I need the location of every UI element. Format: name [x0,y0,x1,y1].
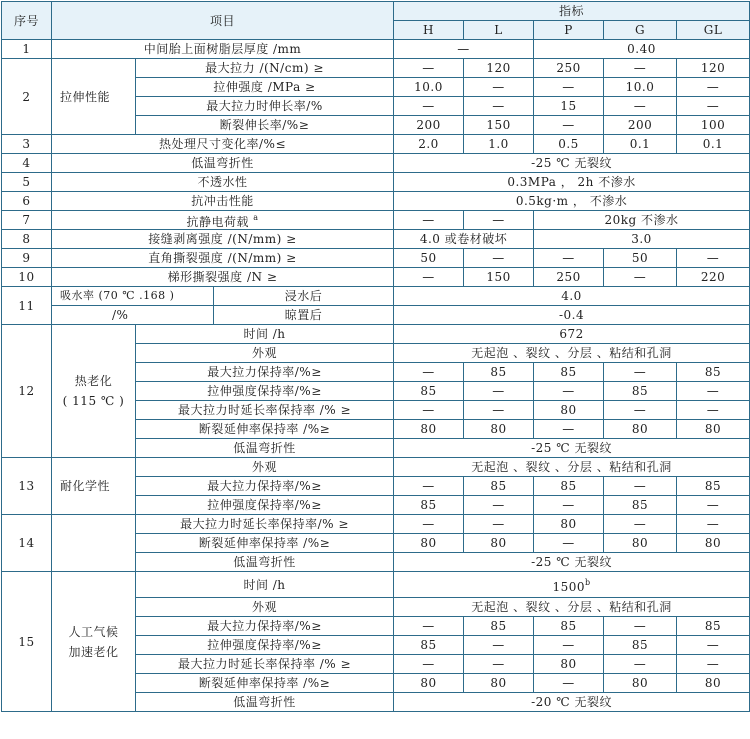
item-label: 中间胎上面树脂层厚度 /mm [52,40,394,59]
row-number: 7 [2,211,52,230]
footnote-mark: b [584,577,591,587]
value-cell: — [677,655,750,674]
value-cell: 80 [677,420,750,439]
value-cell: 80 [677,534,750,553]
value-text: 1500 [552,579,585,594]
value-cell: — [677,97,750,116]
value-cell: — [534,534,604,553]
value-cell: 无起泡 、裂纹 、分层 、粘结和孔洞 [394,598,750,617]
value-cell: — [604,97,677,116]
value-cell: -25 ℃ 无裂纹 [394,553,750,572]
item-label: 断裂延伸率保持率 /%≥ [136,674,394,693]
value-cell: — [394,97,464,116]
item-label: 拉伸强度 /MPa ≥ [136,78,394,97]
value-cell: 85 [604,382,677,401]
row-number: 15 [2,572,52,712]
row-number: 9 [2,249,52,268]
value-cell: 85 [534,617,604,636]
value-cell: 85 [604,636,677,655]
value-cell: — [464,78,534,97]
item-label: 断裂伸长率/%≥ [136,116,394,135]
value-cell: -20 ℃ 无裂纹 [394,693,750,712]
row-number: 14 [2,515,52,572]
item-label: 断裂延伸率保持率 /%≥ [136,420,394,439]
value-cell: 80 [534,401,604,420]
value-cell: 10.0 [394,78,464,97]
row-number: 12 [2,325,52,458]
value-cell: — [394,401,464,420]
spec-table [1,1,750,712]
value-cell: — [534,496,604,515]
value-cell: 85 [604,496,677,515]
value-cell: 80 [604,674,677,693]
group-label-empty [52,515,136,572]
item-label: 浸水后 [214,287,394,306]
row-number: 13 [2,458,52,515]
value-cell: — [677,249,750,268]
value-cell: 85 [677,363,750,382]
value-cell: — [394,515,464,534]
item-label: 低温弯折性 [136,553,394,572]
item-label: 最大拉力 /(N/cm) ≥ [136,59,394,78]
value-cell: 120 [464,59,534,78]
value-cell: 120 [677,59,750,78]
header-seq: 序号 [2,2,52,40]
value-cell: 1.0 [464,135,534,154]
value-cell: 50 [604,249,677,268]
value-cell: 4.0 [394,287,750,306]
item-label: 断裂延伸率保持率 /%≥ [136,534,394,553]
value-cell: 15 [534,97,604,116]
value-cell: — [604,59,677,78]
value-cell: -0.4 [394,306,750,325]
value-cell: 150 [464,268,534,287]
value-cell: 20kg 不渗水 [534,211,750,230]
value-cell: -25 ℃ 无裂纹 [394,154,750,173]
value-cell: — [394,268,464,287]
group-label-line: 人工气候 [68,624,119,639]
value-cell: — [677,636,750,655]
item-label: 时间 /h [136,572,394,598]
item-label: 拉伸强度保持率/%≥ [136,636,394,655]
value-cell: 3.0 [534,230,750,249]
value-cell: — [464,636,534,655]
group-label-line: 加速老化 [68,644,119,659]
item-label [52,211,394,230]
header-type-g: G [604,21,677,40]
value-cell: 200 [604,116,677,135]
value-cell: — [534,674,604,693]
item-label: 不透水性 [52,173,394,192]
item-label: 最大拉力时延长率保持率/% ≥ [136,515,394,534]
value-cell: 80 [394,674,464,693]
value-cell: — [394,617,464,636]
value-cell: 85 [534,477,604,496]
value-cell: 80 [534,515,604,534]
value-cell: — [394,477,464,496]
value-cell [394,572,750,598]
value-cell: — [604,515,677,534]
item-label: 最大拉力时延长率保持率 /% ≥ [136,401,394,420]
value-cell: — [604,617,677,636]
header-item: 项目 [52,2,394,40]
item-label: 低温弯折性 [136,693,394,712]
item-label: 低温弯折性 [136,439,394,458]
value-cell: 无起泡 、裂纹 、分层 、粘结和孔洞 [394,344,750,363]
value-cell: 85 [534,363,604,382]
item-label: 最大拉力保持率/%≥ [136,617,394,636]
group-label: 吸水率 (70 ℃ .168 ) [52,287,214,306]
value-cell: 80 [464,534,534,553]
value-cell: — [394,655,464,674]
item-label: 外观 [136,598,394,617]
group-label-unit: /% [52,306,214,325]
item-label: 直角撕裂强度 /(N/mm) ≥ [52,249,394,268]
value-cell: — [677,401,750,420]
row-number: 6 [2,192,52,211]
row-number: 2 [2,59,52,135]
value-cell: — [464,211,534,230]
value-cell: 无起泡 、裂纹 、分层 、粘结和孔洞 [394,458,750,477]
value-cell: 0.1 [604,135,677,154]
value-cell: 85 [677,477,750,496]
item-label: 晾置后 [214,306,394,325]
header-index: 指标 [394,2,750,21]
value-cell: 0.5kg·m ， 不渗水 [394,192,750,211]
item-label: 外观 [136,458,394,477]
value-cell: 0.40 [534,40,750,59]
value-cell: — [464,515,534,534]
value-cell: 85 [464,477,534,496]
row-number: 11 [2,287,52,325]
group-label: 耐化学性 [52,458,136,515]
value-cell: — [534,78,604,97]
value-cell: — [604,401,677,420]
value-cell: 80 [464,674,534,693]
value-cell: 85 [394,382,464,401]
value-cell: 672 [394,325,750,344]
value-cell: -25 ℃ 无裂纹 [394,439,750,458]
footnote-mark: a [253,213,259,222]
value-cell: 80 [604,420,677,439]
value-cell: 0.1 [677,135,750,154]
item-label: 时间 /h [136,325,394,344]
value-cell: — [394,211,464,230]
value-cell: 80 [394,420,464,439]
value-cell: 250 [534,59,604,78]
value-cell: — [394,363,464,382]
value-cell: — [464,97,534,116]
group-label [52,325,136,458]
value-cell: 220 [677,268,750,287]
value-cell: 0.5 [534,135,604,154]
item-label: 最大拉力时延长率保持率 /% ≥ [136,655,394,674]
item-label: 梯形撕裂强度 /N ≥ [52,268,394,287]
item-label: 最大拉力时伸长率/% [136,97,394,116]
row-number: 4 [2,154,52,173]
group-label: 拉伸性能 [52,59,136,135]
value-cell: — [677,496,750,515]
value-cell: — [604,655,677,674]
value-cell: — [604,363,677,382]
item-label: 最大拉力保持率/%≥ [136,477,394,496]
header-type-h: H [394,21,464,40]
value-cell: 0.3MPa ， 2h 不渗水 [394,173,750,192]
value-cell: — [534,116,604,135]
value-cell: 50 [394,249,464,268]
item-label: 外观 [136,344,394,363]
row-number: 10 [2,268,52,287]
value-cell: 80 [394,534,464,553]
value-cell: — [604,268,677,287]
value-cell: 2.0 [394,135,464,154]
header-type-gl: GL [677,21,750,40]
row-number: 3 [2,135,52,154]
item-label: 拉伸强度保持率/%≥ [136,382,394,401]
value-cell: 80 [534,655,604,674]
item-label: 热处理尺寸变化率/%≤ [52,135,394,154]
value-cell: — [464,401,534,420]
item-label: 接缝剥离强度 /(N/mm) ≥ [52,230,394,249]
value-cell: — [464,382,534,401]
value-cell: 85 [464,617,534,636]
value-cell: 80 [677,674,750,693]
value-cell: — [534,382,604,401]
value-cell: — [534,420,604,439]
row-number: 8 [2,230,52,249]
value-cell: — [677,515,750,534]
value-cell: — [677,382,750,401]
value-cell: 85 [394,496,464,515]
value-cell: 100 [677,116,750,135]
value-cell: 80 [464,420,534,439]
value-cell: — [464,249,534,268]
row-number: 5 [2,173,52,192]
group-label-line: ( 115 ℃ ) [62,394,125,408]
value-cell: — [394,59,464,78]
value-cell: — [394,40,534,59]
header-type-l: L [464,21,534,40]
value-cell: — [464,655,534,674]
value-cell: — [534,249,604,268]
item-label: 拉伸强度保持率/%≥ [136,496,394,515]
value-cell: 250 [534,268,604,287]
header-type-p: P [534,21,604,40]
value-cell: 80 [604,534,677,553]
item-label: 最大拉力保持率/%≥ [136,363,394,382]
value-cell: 200 [394,116,464,135]
row-number: 1 [2,40,52,59]
item-text: 抗静电荷载 [186,215,249,229]
value-cell: 85 [394,636,464,655]
value-cell: — [464,496,534,515]
item-label: 抗冲击性能 [52,192,394,211]
value-cell: — [534,636,604,655]
group-label [52,572,136,712]
group-label-line: 热老化 [74,374,113,388]
value-cell: — [604,477,677,496]
value-cell: 85 [464,363,534,382]
value-cell: 150 [464,116,534,135]
value-cell: 85 [677,617,750,636]
value-cell: 4.0 或卷材破坏 [394,230,534,249]
item-label: 低温弯折性 [52,154,394,173]
value-cell: — [677,78,750,97]
value-cell: 10.0 [604,78,677,97]
